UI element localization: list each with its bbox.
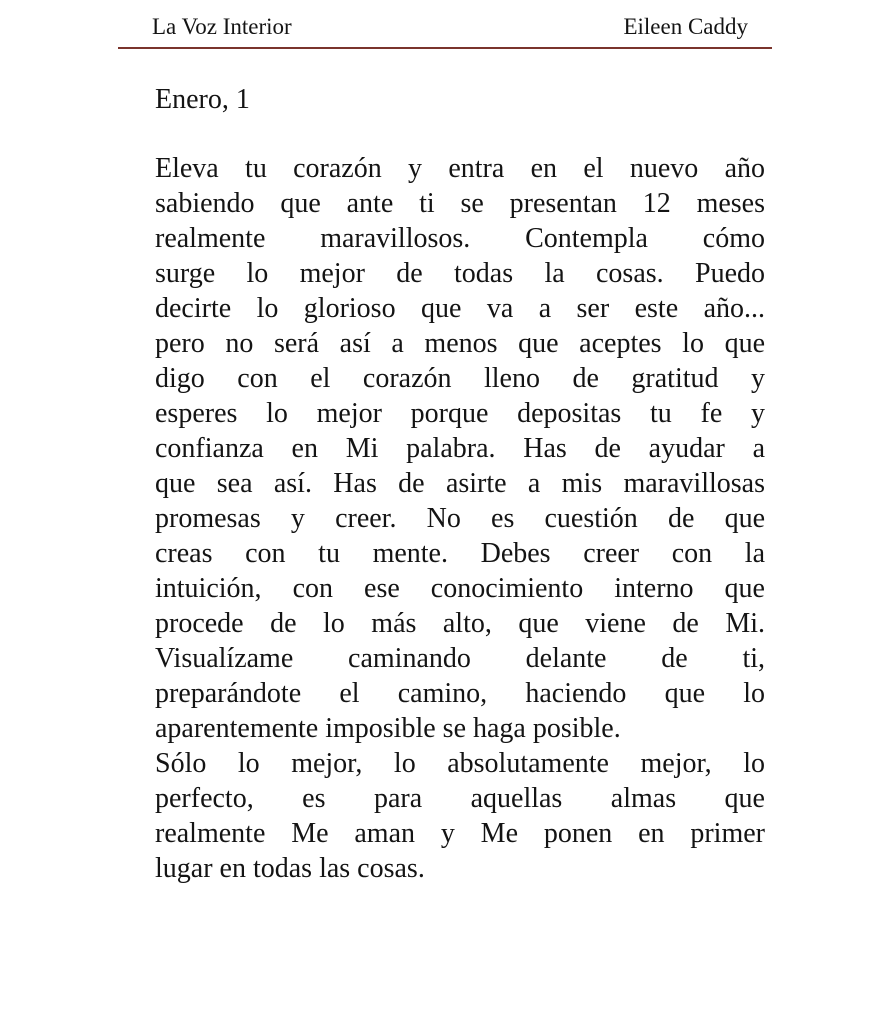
text-line: Sólo lo mejor, lo absolutamente mejor, lo [155, 748, 765, 779]
date-heading: Enero, 1 [155, 84, 250, 115]
text-line: esperes lo mejor porque depositas tu fe y [155, 398, 765, 429]
paragraph [155, 151, 765, 746]
author-name: Eileen Caddy [623, 14, 748, 39]
text-line: intuición, con ese conocimiento interno que [155, 573, 765, 604]
text-line: lugar en todas las cosas. [155, 853, 425, 884]
text-line: decirte lo glorioso que va a ser este año... [155, 293, 765, 324]
text-line: digo con el corazón lleno de gratitud y [155, 363, 765, 394]
text-line: surge lo mejor de todas la cosas. Puedo [155, 258, 765, 289]
text-line: pero no será así a menos que aceptes lo que [155, 328, 765, 359]
text-line: Eleva tu corazón y entra en el nuevo año [155, 153, 765, 184]
text-line: perfecto, es para aquellas almas que [155, 783, 765, 814]
text-line: creas con tu mente. Debes creer con la [155, 538, 765, 569]
paragraph [155, 746, 765, 886]
book-title: La Voz Interior [152, 14, 292, 39]
page-header [118, 14, 772, 49]
text-line: que sea así. Has de asirte a mis maravillosas [155, 468, 765, 499]
text-line: confianza en Mi palabra. Has de ayudar a [155, 433, 765, 464]
text-line: procede de lo más alto, que viene de Mi. [155, 608, 765, 639]
text-line: preparándote el camino, haciendo que lo [155, 678, 765, 709]
text-line: Visualízame caminando delante de ti, [155, 643, 765, 674]
text-line: promesas y creer. No es cuestión de que [155, 503, 765, 534]
text-line: realmente maravillosos. Contempla cómo [155, 223, 765, 254]
text-line: realmente Me aman y Me ponen en primer [155, 818, 765, 849]
text-line: aparentemente imposible se haga posible. [155, 713, 621, 744]
text-line: sabiendo que ante ti se presentan 12 meses [155, 188, 765, 219]
body-text [155, 151, 765, 886]
